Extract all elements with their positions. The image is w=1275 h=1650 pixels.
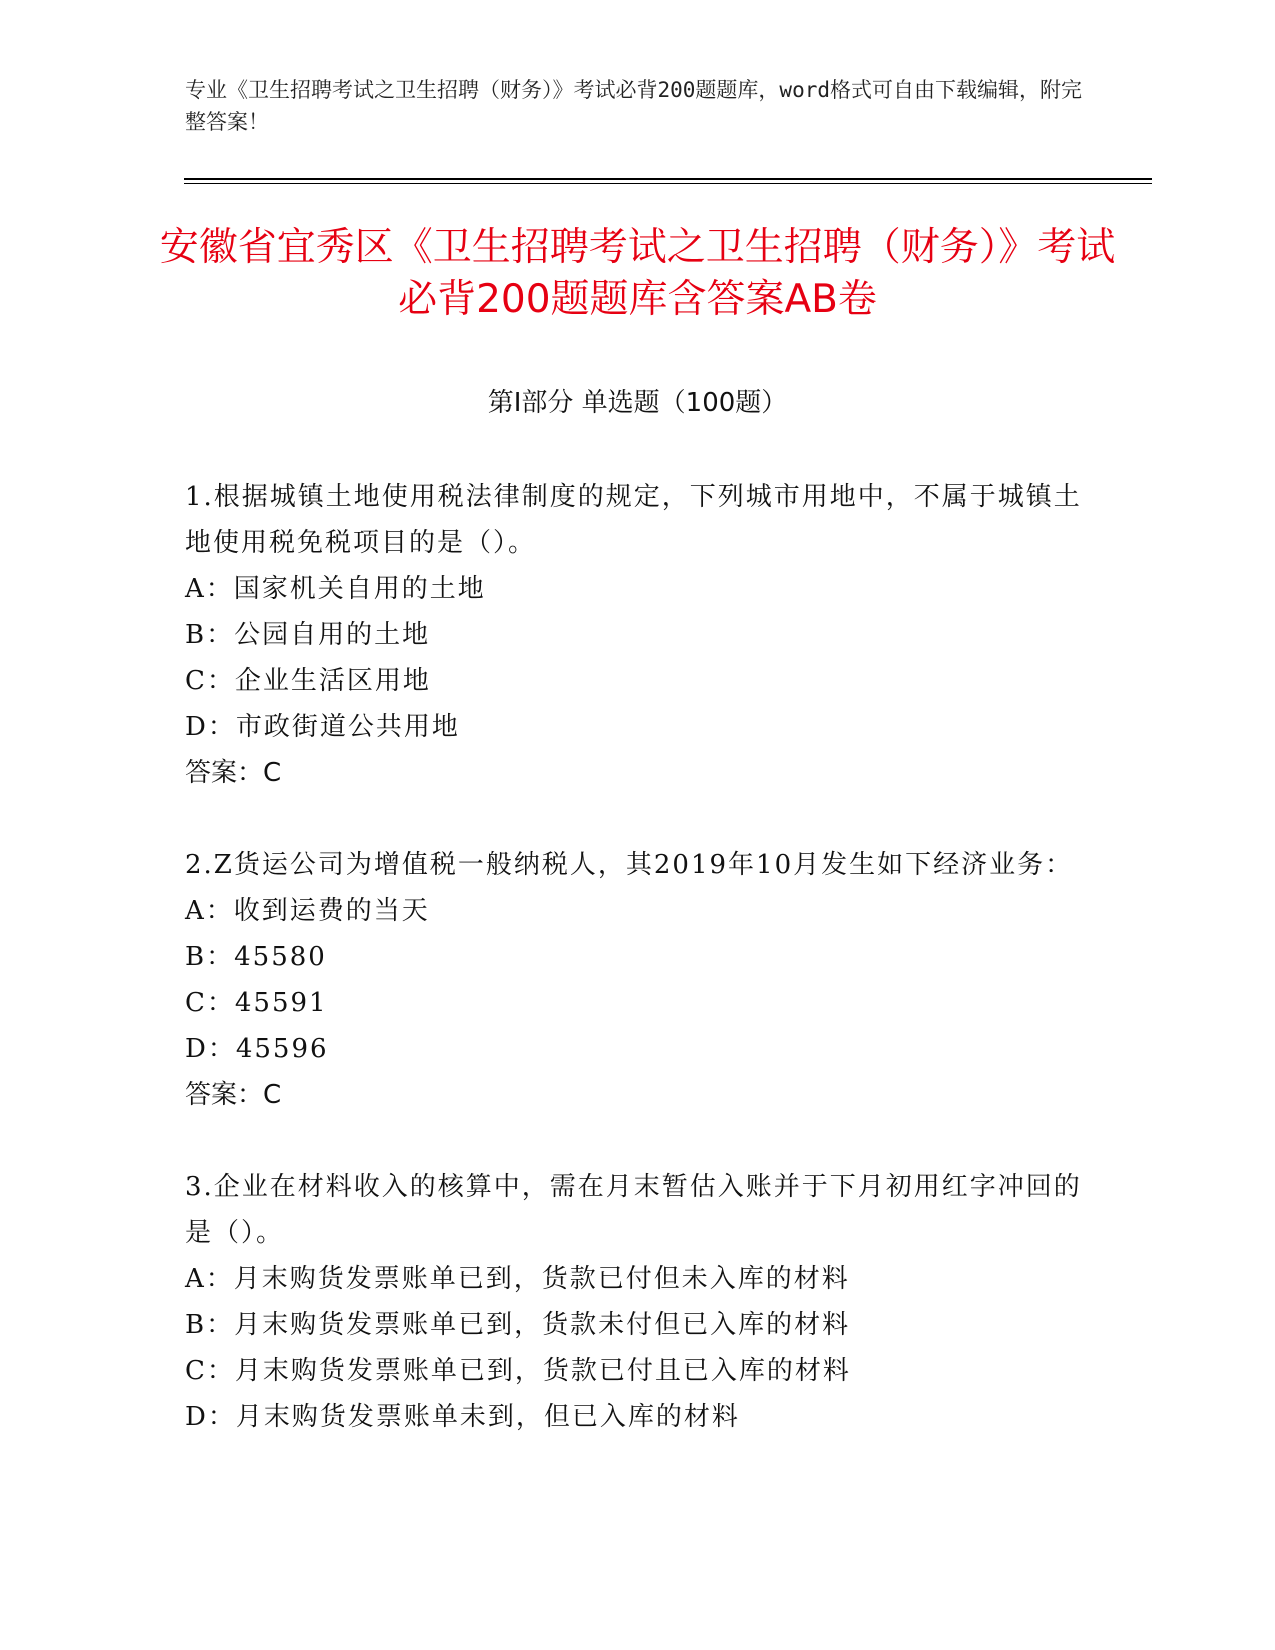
option-b: B：45580 xyxy=(185,942,327,972)
option-a: A：国家机关自用的土地 xyxy=(185,574,486,604)
answer: 答案：C xyxy=(185,758,282,788)
question-stem: 1.根据城镇土地使用税法律制度的规定，下列城市用地中，不属于城镇土地使用税免税项目的是（）。 xyxy=(185,482,1082,558)
option-c: C：月末购货发票账单已到，货款已付且已入库的材料 xyxy=(185,1356,851,1386)
option-d: D：市政街道公共用地 xyxy=(185,712,460,742)
question-list xyxy=(185,474,1085,1486)
header-rule-thick xyxy=(184,178,1152,180)
option-c: C：45591 xyxy=(185,988,328,1018)
option-d: D：月末购货发票账单未到，但已入库的材料 xyxy=(185,1402,740,1432)
header-rule-thin xyxy=(184,183,1152,184)
question-stem: 2.Z货运公司为增值税一般纳税人，其2019年10月发生如下经济业务： xyxy=(185,850,1074,880)
document-title: 安徽省宜秀区《卫生招聘考试之卫生招聘（财务）》考试必背200题题库含答案AB卷 xyxy=(159,225,1116,322)
header-note: 专业《卫生招聘考试之卫生招聘（财务）》考试必背200题题库，word格式可自由下载编辑，附完整答案！ xyxy=(185,78,1082,134)
question-3 xyxy=(185,1164,1085,1440)
option-a: A：月末购货发票账单已到，货款已付但未入库的材料 xyxy=(185,1264,850,1294)
answer: 答案：C xyxy=(185,1080,282,1110)
question-stem: 3.企业在材料收入的核算中，需在月末暂估入账并于下月初用红字冲回的是（）。 xyxy=(185,1172,1082,1248)
option-b: B：月末购货发票账单已到，货款未付但已入库的材料 xyxy=(185,1310,851,1340)
option-c: C：企业生活区用地 xyxy=(185,666,431,696)
question-2 xyxy=(185,842,1085,1118)
option-d: D：45596 xyxy=(185,1034,329,1064)
section-title: 第Ⅰ部分 单选题（100题） xyxy=(487,388,788,418)
option-a: A：收到运费的当天 xyxy=(185,896,430,926)
question-1 xyxy=(185,474,1085,796)
option-b: B：公园自用的土地 xyxy=(185,620,431,650)
